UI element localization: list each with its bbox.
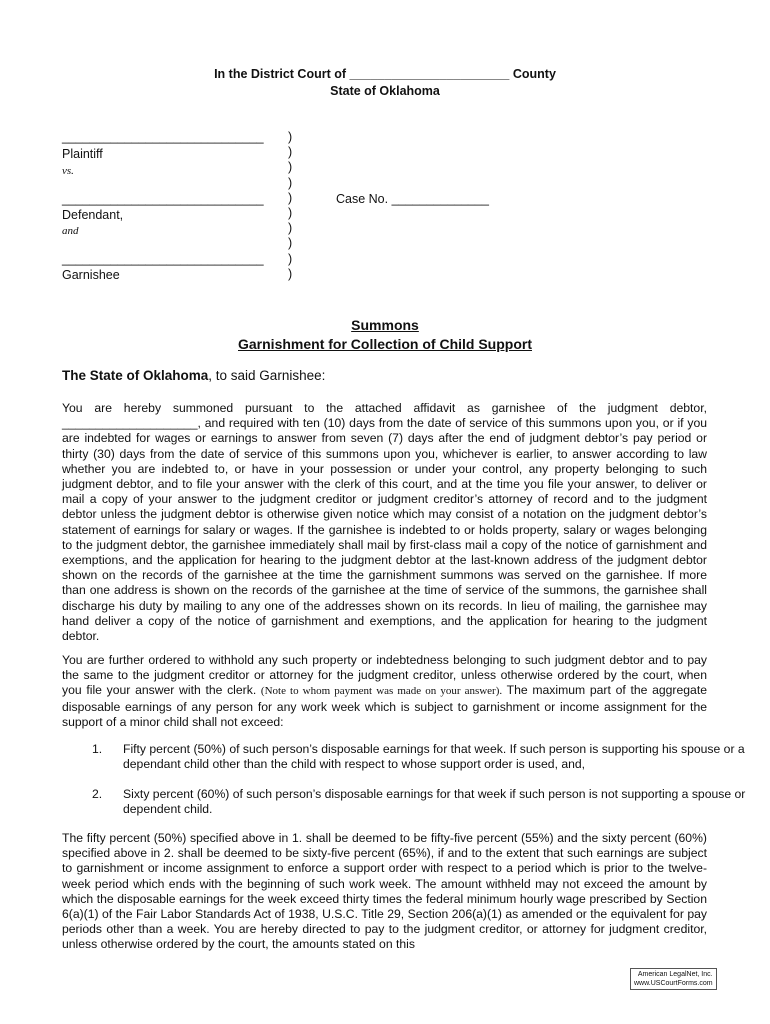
greeting-rest: , to said Garnishee: [208, 368, 326, 383]
list-text: Sixty percent (60%) of such person’s disposable earnings for that week if such person is not supporting a spouse or dependent child. [123, 787, 746, 817]
court-header [0, 66, 770, 100]
garnishee-label: Garnishee [62, 268, 120, 282]
paragraph-withhold [62, 653, 707, 730]
title-line1: Summons [351, 317, 419, 333]
paragraph-withhold-part2: The maximum part of the aggregate disposable earnings of any person for any work week which is subject to garnishment or income assignment for the support of a minor child shall not exceed: [62, 683, 707, 729]
paren: ) [288, 206, 293, 221]
publisher-name: American LegalNet, Inc. [637, 971, 713, 978]
greeting [62, 368, 325, 383]
court-header-line2: State of Oklahoma [330, 84, 440, 98]
and-label: and [62, 225, 79, 237]
paragraph-withhold-part1: You are further ordered to withhold any such property or indebtedness belonging to such judgment debtor and to pay the same to the judgment creditor or attorney for the judgment creditor, unless otherwise ordered by the court, when you file your answer with the clerk. [62, 653, 707, 698]
publisher-stamp [630, 968, 717, 990]
vs-label: vs. [62, 165, 74, 177]
caption-parens [288, 130, 292, 282]
case-number: Case No. ______________ [336, 192, 489, 206]
paren: ) [288, 145, 293, 160]
paren: ) [288, 160, 293, 175]
paragraph-summons: You are hereby summoned pursuant to the attached affidavit as garnishee of the judgment debtor, ____________________, and required with ten (10) days from the date of service of this summons upon you, or if you are indebted for wages or earnings to answer from seven (7) days after the end of judgment debtor’s pay period or thirty (30) days from the date of service of this summons upon you, whichever is earlier, to answer according to law whether you are indebted to, or have in your possession or under your control, any property belonging to such judgment debtor, and to file your answer with the clerk of this court, and at the time you file your answer, to deliver or mail a copy of your answer to the judgment creditor or judgment creditor’s attorney of record and to the judgment debtor unless the judgment debtor is otherwise given notice which may consist of a notation on the judgment debtor’s statement of earnings for salary or wages. If the garnishee is indebted to or holds property, salary or wages belonging to the judgment debtor, the garnishee immediately shall mail by first-class mail a copy of the notice of garnishment and exemptions, and the application for hearing to the judgment debtor at the last-known address of the judgment debtor shown on the records of the garnishee at the time the garnishment summons was served on the garnishee. If more than one address is shown on the records of the garnishee at the time of service of the summons, the garnishee shall discharge his duty by mailing to any one of the addresses shown on its records. In lieu of mailing, the garnishee may hand deliver a copy of the notice of garnishment and exemptions, and the application for hearing to the judgment debtor. [62, 401, 707, 644]
list-item [62, 787, 768, 817]
list-text: Fifty percent (50%) of such person’s disposable earnings for that week. If such person is supporting his spouse or a dependant child other than the child with respect to whose support order is used, and, [123, 742, 745, 772]
title-line2: Garnishment for Collection of Child Support [238, 336, 532, 352]
defendant-label: Defendant, [62, 208, 124, 222]
paren: ) [288, 236, 293, 251]
plaintiff-line: _____________________________ [62, 130, 264, 144]
list-item [62, 742, 768, 772]
court-header-line1: In the District Court of _______________________ County [214, 67, 556, 81]
publisher-url: www.USCourtForms.com [634, 980, 713, 987]
paren: ) [288, 266, 293, 281]
paren: ) [288, 251, 293, 266]
paren: ) [288, 130, 293, 144]
paren: ) [288, 190, 293, 205]
garnishee-line: _____________________________ [62, 252, 264, 266]
paragraph-percentages: The fifty percent (50%) specified above in 1. shall be deemed to be fifty-five percent (55%) and the sixty percent (60%) specified above in 2. shall be deemed to be sixty-five percent (65%), if and to the extent that such earnings are subject to garnishment or income assignment to enforce a support order with respect to a period which is prior to the twelve-week period which ends with the beginning of such work week. The amount withheld may not exceed the amount by which the disposable earnings for the week exceed thirty times the federal minimum hourly wage prescribed by Section 6(a)(1) of the Fair Labor Standards Act of 1938, U.S.C. Title 29, Section 206(a)(1) as amended or the equivalent for pay periods other than a week. You are hereby directed to pay to the judgment creditor, or attorney for judgment creditor, unless otherwise ordered by the court, the amounts stated on this [62, 831, 707, 952]
list-number: 1. [92, 742, 103, 756]
document-title [0, 316, 770, 354]
paren: ) [288, 175, 293, 190]
payment-note: (Note to whom payment was made on your answer). [260, 685, 503, 698]
plaintiff-label: Plaintiff [62, 147, 103, 161]
greeting-bold: The State of Oklahoma [62, 368, 209, 383]
defendant-line: _____________________________ [62, 192, 264, 206]
paren: ) [288, 221, 293, 236]
list-number: 2. [92, 787, 103, 801]
